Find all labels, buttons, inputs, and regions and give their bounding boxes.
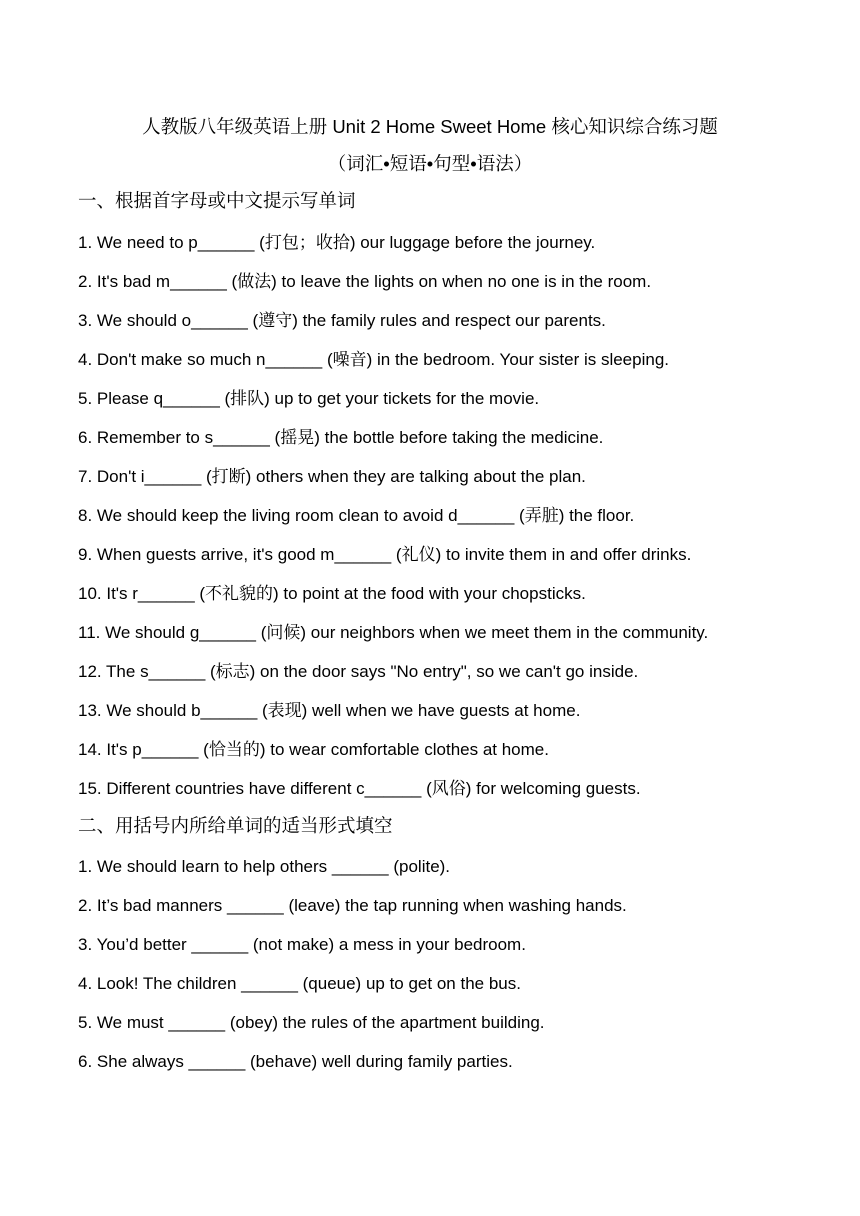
section-1-question: 3. We should o______ (遵守) the family rules and respect our parents. — [78, 311, 606, 330]
section-1-question: 2. It's bad m______ (做法) to leave the lights on when no one is in the room. — [78, 272, 652, 291]
section-2-question: 4. Look! The children ______ (queue) up to get on the bus. — [78, 974, 521, 993]
section-1-heading: 一、根据首字母或中文提示写单词 — [78, 191, 356, 212]
section-1-question: 8. We should keep the living room clean to avoid d______ (弄脏) the floor. — [78, 506, 635, 525]
section-2-question: 2. It’s bad manners ______ (leave) the tap running when washing hands. — [78, 896, 627, 915]
section-1-question: 11. We should g______ (问候) our neighbors when we meet them in the community. — [78, 623, 709, 642]
section-2-question: 1. We should learn to help others ______ (polite). — [78, 857, 451, 876]
section-1-question: 5. Please q______ (排队) up to get your tickets for the movie. — [78, 389, 540, 408]
section-1-question: 13. We should b______ (表现) well when we have guests at home. — [78, 701, 581, 720]
section-2-heading: 二、用括号内所给单词的适当形式填空 — [78, 816, 393, 837]
document-subtitle: （词汇•短语•句型•语法） — [327, 153, 533, 174]
section-1-question: 4. Don't make so much n______ (噪音) in the bedroom. Your sister is sleeping. — [78, 350, 669, 369]
section-2-question: 6. She always ______ (behave) well during family parties. — [78, 1052, 513, 1071]
section-1-question: 12. The s______ (标志) on the door says "No entry", so we can't go inside. — [78, 662, 639, 681]
section-1-question: 10. It's r______ (不礼貌的) to point at the food with your chopsticks. — [78, 584, 586, 603]
section-1-question: 1. We need to p______ (打包；收拾) our luggage before the journey. — [78, 233, 596, 252]
section-1-question: 9. When guests arrive, it's good m______ (礼仪) to invite them in and offer drinks. — [78, 545, 692, 564]
section-1-question: 7. Don't i______ (打断) others when they are talking about the plan. — [78, 467, 586, 486]
section-2-question: 5. We must ______ (obey) the rules of the apartment building. — [78, 1013, 545, 1032]
section-2-question: 3. You’d better ______ (not make) a mess in your bedroom. — [78, 935, 526, 954]
document-title: 人教版八年级英语上册 Unit 2 Home Sweet Home 核心知识综合练习题 — [142, 116, 718, 137]
section-1-question: 6. Remember to s______ (摇晃) the bottle before taking the medicine. — [78, 428, 604, 447]
section-1-question: 14. It's p______ (恰当的) to wear comfortable clothes at home. — [78, 740, 549, 759]
section-1-question: 15. Different countries have different c______ (风俗) for welcoming guests. — [78, 779, 641, 798]
